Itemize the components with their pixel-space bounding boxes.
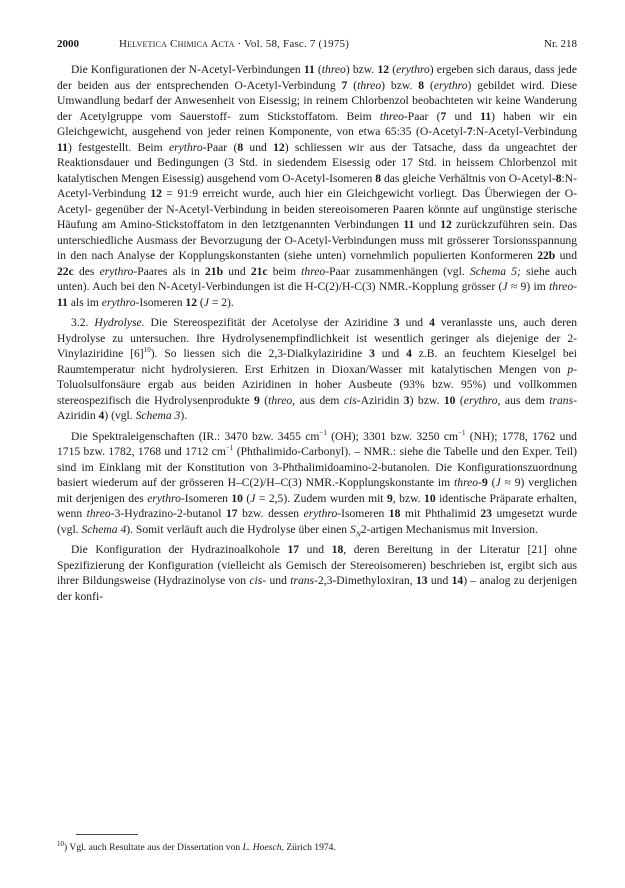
footnote: $^{10}$) Vgl. auch Resultate aus der Dissertation von L. Hoesch, Zürich 1974. <box>57 839 336 853</box>
section-hydrolyse: 3.2. Hydrolyse. Die Stereospezifität der Acetolyse der Aziridine 3 und 4 veranlasste uns, auch deren Hydrolyse zu untersuchen. Ihre Hydrolysenempfindlichkeit ist wesentlich geringer als diejenige der 2-Vinylaziridine $[6]^{10}$). So liessen sich die 2,3-Dialkylaziridine 3 und 4 z.B. an feuchtem Kieselgel bei Raumtemperatur nicht hydrolysieren. Erst Erhitzen in Dioxan/Wasser mit katalytischen Mengen von p-Toluolsulfonsäure ergab aus beiden Aziridinen in hoher Ausbeute (93% bzw. 95%) und vollkommen stereospezifisch die Hydrolysenprodukte 9 (threo, aus dem cis-Aziridin 3) bzw. 10 (erythro, aus dem trans-Aziridin 4) (vgl. Schema 3). <box>57 316 578 422</box>
footnote-author: L. Hoesch, <box>242 842 284 853</box>
article-number: Nr. 218 <box>544 38 577 50</box>
footnote-separator <box>76 834 138 835</box>
volume-info: Vol. 58, Fasc. 7 (1975) <box>244 38 350 50</box>
paragraph-spectral-properties: Die Spektraleigenschaften (IR.: 3470 bzw. 3455 $cm^{-1}$ (OH); 3301 bzw. 3250 $cm^{-1}$ (NH); 1778, 1762 und 1715 bzw. 1782, 1768 und 1712 $cm^{-1}$ (Phthalimido-Carbonyl). – NMR.: siehe die Tabelle und den Exper. Teil) sind im Einklang mit der Konstitution von 3-Phthalimidoamino-2-butanolen. Die Konfigurationszuordnung basiert wiederum auf der grösseren H–C(2)/H–C(3) NMR.-Kopplungskonstante im threo-9 (J ≈ 9) verglichen mit derjenigen des erythro-Isomeren 10 (J = 2,5). Zudem wurden mit 9, bzw. 10 identische Präparate erhalten, wenn threo-3-Hydrazino-2-butanol 17 bzw. dessen erythro-Isomeren 18 mit Phthalimid 23 umgesetzt wurde (vgl. Schema 4). Somit verläuft auch die Hydrolyse über einen $S_N2$-artigen Mechanismus mit Inversion. <box>57 428 578 538</box>
section-title: Hydrolyse. <box>94 316 145 329</box>
running-header <box>57 38 577 54</box>
main-text <box>57 62 577 609</box>
paragraph-hydrazinoalcohols: Die Konfiguration der Hydrazinoalkohole 17 und 18, deren Bereitung in der Literatur [21] ohne Spezifizierung der Konfiguration (vielleicht als Gemisch der Stereoisomeren) beschrieben ist, ergibt sich aus ihrer Bildungsweise (Hydrazinolyse von cis- und trans-2,3-Dimethyloxiran, 13 und 14) – analog zu derjenigen der konfi- <box>57 543 578 603</box>
footnote-ref: 10 <box>143 346 151 355</box>
section-number: 3.2. <box>71 316 95 329</box>
journal-citation: Helvetica Chimica Acta · Vol. 58, Fasc. 7 (1975) <box>119 38 350 50</box>
journal-name: Helvetica Chimica Acta <box>119 38 235 50</box>
footnote-mark: 10 <box>57 839 64 848</box>
paragraph-n-acetyl-configurations: Die Konfigurationen der N-Acetyl-Verbindungen 11 (threo) bzw. 12 (erythro) ergeben sich daraus, dass jede der beiden aus der entsprechenden O-Acetyl-Verbindung 7 (threo) bzw. 8 (erythro) gebildet wird. Diese Umwandlung bedarf der Anwesenheit von Eisessig; in reinem Chlorbenzol beobachteten wir keine Wanderung der Acetylgruppe vom Sauerstoff- zum Stickstoffatom. Beim threo-Paar (7 und 11) haben wir ein Gleichgewicht, ausgehend von jeder reinen Komponente, von etwa 65:35 (O-Acetyl-7:N-Acetyl-Verbindung 11) festgestellt. Beim erythro-Paar (8 und 12) schliessen wir aus der Tatsache, dass da ungeachtet der Reaktionsdauer und Bedingungen (3 Std. in siedendem Eisessig oder 17 Std. in heissem Chlorbenzol mit katalytischen Mengen Eisessig) ausgehend vom O-Acetyl-Isomeren 8 das gleiche Verhältnis von O-Acetyl-8:N-Acetyl-Verbindung 12 = 91:9 erreicht wurde, auch hier ein Gleichgewicht vorliegt. Das Überwiegen der O-Acetyl- gegenüber der N-Acetyl-Verbindung in beiden stereoisomeren Paaren könnte auf ungünstige sterische Häufung am Amino-Stickstoffatom in den letztgenannten Verbindungen 11 und 12 zurückzuführen sein. Das unterschiedliche Ausmass der Bevorzugung der O-Acetyl-Verbindungen muss mit grösserer Torsionsspannung in den nach Analyse der Kopplungskonstanten (siehe unten) vornehmlich populierten Konformeren 22b und 22c des erythro-Paares als in 21b und 21c beim threo-Paar zusammenhängen (vgl. Schema 5; siehe auch unten). Auch bei den N-Acetyl-Verbindungen ist die H-C(2)/H-C(3) NMR.-Kopplung grösser (J ≈ 9) im threo-11 als im erythro-Isomeren 12 (J = 2). <box>57 63 578 309</box>
page-number: 2000 <box>57 38 79 50</box>
